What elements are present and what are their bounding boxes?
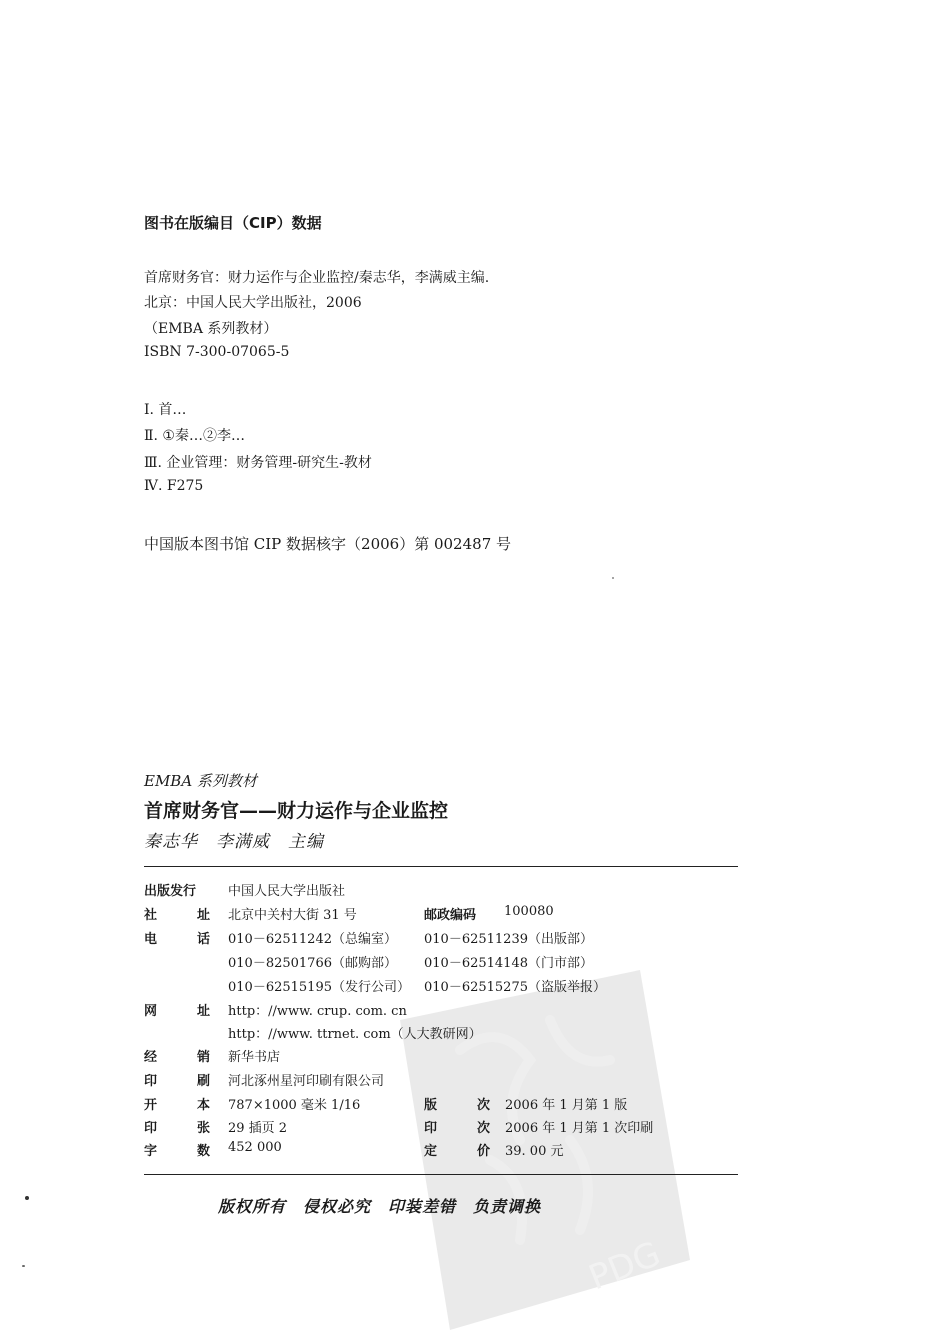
book-title: 首席财务官——财力运作与企业监控 xyxy=(144,800,449,822)
rights-notice: 版权所有 侵权必究 印装差错 负责调换 xyxy=(218,1197,542,1216)
cip-isbn-line: ISBN 7-300-07065-5 xyxy=(144,344,290,360)
publisher-value: 中国人民大学出版社 xyxy=(228,884,346,899)
price-label: 定 价 xyxy=(424,1144,490,1159)
format-value: 787×1000 毫米 1/16 xyxy=(228,1098,361,1113)
edition-value: 2006 年 1 月第 1 版 xyxy=(505,1098,628,1113)
edition-label: 版 次 xyxy=(424,1098,490,1113)
cip-class-4: Ⅳ. F275 xyxy=(144,478,204,494)
web-url-1: http：//www. crup. com. cn xyxy=(228,1004,407,1019)
web-label: 网 址 xyxy=(144,1004,210,1019)
cip-publisher-line: 北京：中国人民大学出版社，2006 xyxy=(144,295,362,311)
sheets-value: 29 插页 2 xyxy=(228,1121,288,1136)
bottom-rule xyxy=(144,1174,738,1175)
sheets-label: 印 张 xyxy=(144,1121,210,1136)
phone-mail-order: 010－82501766（邮购部） xyxy=(228,956,397,971)
cip-class-1: Ⅰ. 首… xyxy=(144,402,187,418)
cip-class-3: Ⅲ. 企业管理：财务管理-研究生-教材 xyxy=(144,455,372,471)
cip-class-2: Ⅱ. ①秦…②李… xyxy=(144,428,245,444)
phone-label: 电 话 xyxy=(144,932,210,947)
phone-production: 010－62511239（出版部） xyxy=(424,932,593,947)
publisher-label: 出版发行 xyxy=(144,884,197,899)
price-value: 39. 00 元 xyxy=(505,1144,564,1159)
distributor-label: 经 销 xyxy=(144,1050,210,1065)
postcode-value: 100080 xyxy=(504,904,554,919)
watermark-text: PDG xyxy=(583,1233,667,1299)
printer-label: 印 刷 xyxy=(144,1074,210,1089)
cip-series-line: （EMBA 系列教材） xyxy=(144,321,278,337)
scan-speck xyxy=(25,1196,29,1200)
book-authors: 秦志华 李满威 主编 xyxy=(144,832,324,852)
cip-title-line: 首席财务官：财力运作与企业监控/秦志华，李满威主编. xyxy=(144,270,490,286)
printing-value: 2006 年 1 月第 1 次印刷 xyxy=(505,1121,654,1136)
address-label: 社 址 xyxy=(144,908,210,923)
scan-speck xyxy=(22,1265,25,1267)
scan-speck xyxy=(612,577,614,579)
top-rule xyxy=(144,866,738,867)
phone-store: 010－62514148（门市部） xyxy=(424,956,593,971)
words-label: 字 数 xyxy=(144,1144,210,1159)
cip-heading: 图书在版编目（CIP）数据 xyxy=(144,214,322,232)
phone-piracy-report: 010－62515275（盗版举报） xyxy=(424,980,606,995)
address-value: 北京中关村大街 31 号 xyxy=(228,908,357,923)
printing-label: 印 次 xyxy=(424,1121,490,1136)
printer-value: 河北涿州星河印刷有限公司 xyxy=(228,1074,385,1089)
series-name: EMBA 系列教材 xyxy=(144,772,257,790)
distributor-value: 新华书店 xyxy=(228,1050,281,1065)
phone-editorial: 010－62511242（总编室） xyxy=(228,932,397,947)
postcode-label: 邮政编码 xyxy=(424,908,477,923)
format-label: 开 本 xyxy=(144,1098,210,1113)
web-url-2: http：//www. ttrnet. com（人大教研网） xyxy=(228,1027,482,1042)
phone-distribution: 010－62515195（发行公司） xyxy=(228,980,410,995)
words-value: 452 000 xyxy=(228,1140,282,1155)
cip-record-number: 中国版本图书馆 CIP 数据核字（2006）第 002487 号 xyxy=(144,535,512,553)
